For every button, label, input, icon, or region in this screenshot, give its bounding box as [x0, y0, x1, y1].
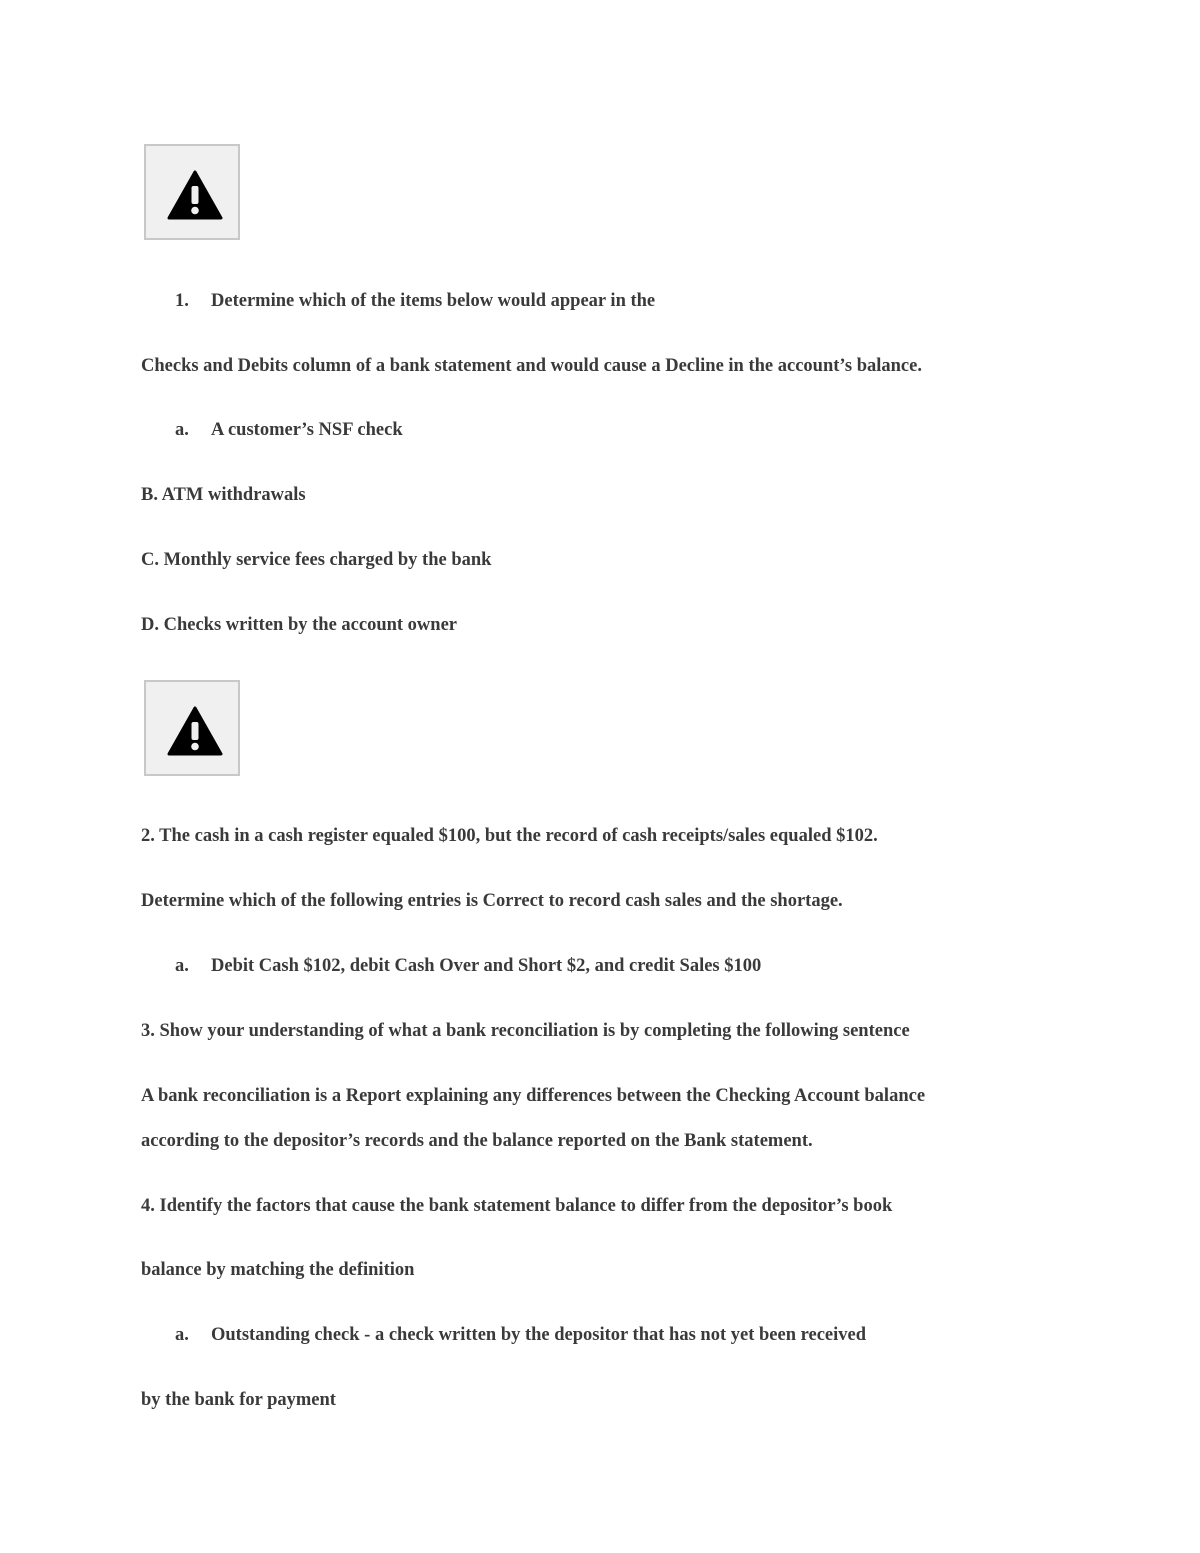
warning-icon	[167, 170, 223, 220]
q1-text: Determine which of the items below would appear in the	[211, 291, 656, 311]
q1-option-a-marker: a.	[175, 420, 189, 440]
q4-question: 4. Identify the factors that cause the bank statement balance to differ from the depositor’s book	[141, 1196, 893, 1216]
image-placeholder	[144, 680, 240, 776]
q2-option-a-marker: a.	[175, 956, 189, 976]
q2-option-a: Debit Cash $102, debit Cash Over and Short $2, and credit Sales $100	[211, 956, 762, 976]
q1-option-c: C. Monthly service fees charged by the bank	[141, 550, 492, 570]
warning-icon	[167, 706, 223, 756]
q4-question-continued: balance by matching the definition	[141, 1260, 415, 1280]
q4-option-a-continued: by the bank for payment	[141, 1390, 336, 1410]
q1-option-b: B. ATM withdrawals	[141, 485, 306, 505]
q4-option-a: Outstanding check - a check written by the depositor that has not yet been received	[211, 1325, 867, 1345]
q3-question: 3. Show your understanding of what a bank reconciliation is by completing the following sentence	[141, 1021, 910, 1041]
q1-number: 1.	[175, 291, 189, 311]
q1-option-a: A customer’s NSF check	[211, 420, 403, 440]
q2-question-continued: Determine which of the following entries is Correct to record cash sales and the shortage.	[141, 891, 843, 911]
q2-question: 2. The cash in a cash register equaled $100, but the record of cash receipts/sales equaled $102.	[141, 826, 878, 846]
q3-answer-continued: according to the depositor’s records and the balance reported on the Bank statement.	[141, 1131, 813, 1151]
q1-text-continued: Checks and Debits column of a bank statement and would cause a Decline in the account’s balance.	[141, 356, 922, 376]
q3-answer: A bank reconciliation is a Report explaining any differences between the Checking Account balance	[141, 1086, 926, 1106]
q1-option-d: D. Checks written by the account owner	[141, 615, 458, 635]
image-placeholder	[144, 144, 240, 240]
q4-option-a-marker: a.	[175, 1325, 189, 1345]
